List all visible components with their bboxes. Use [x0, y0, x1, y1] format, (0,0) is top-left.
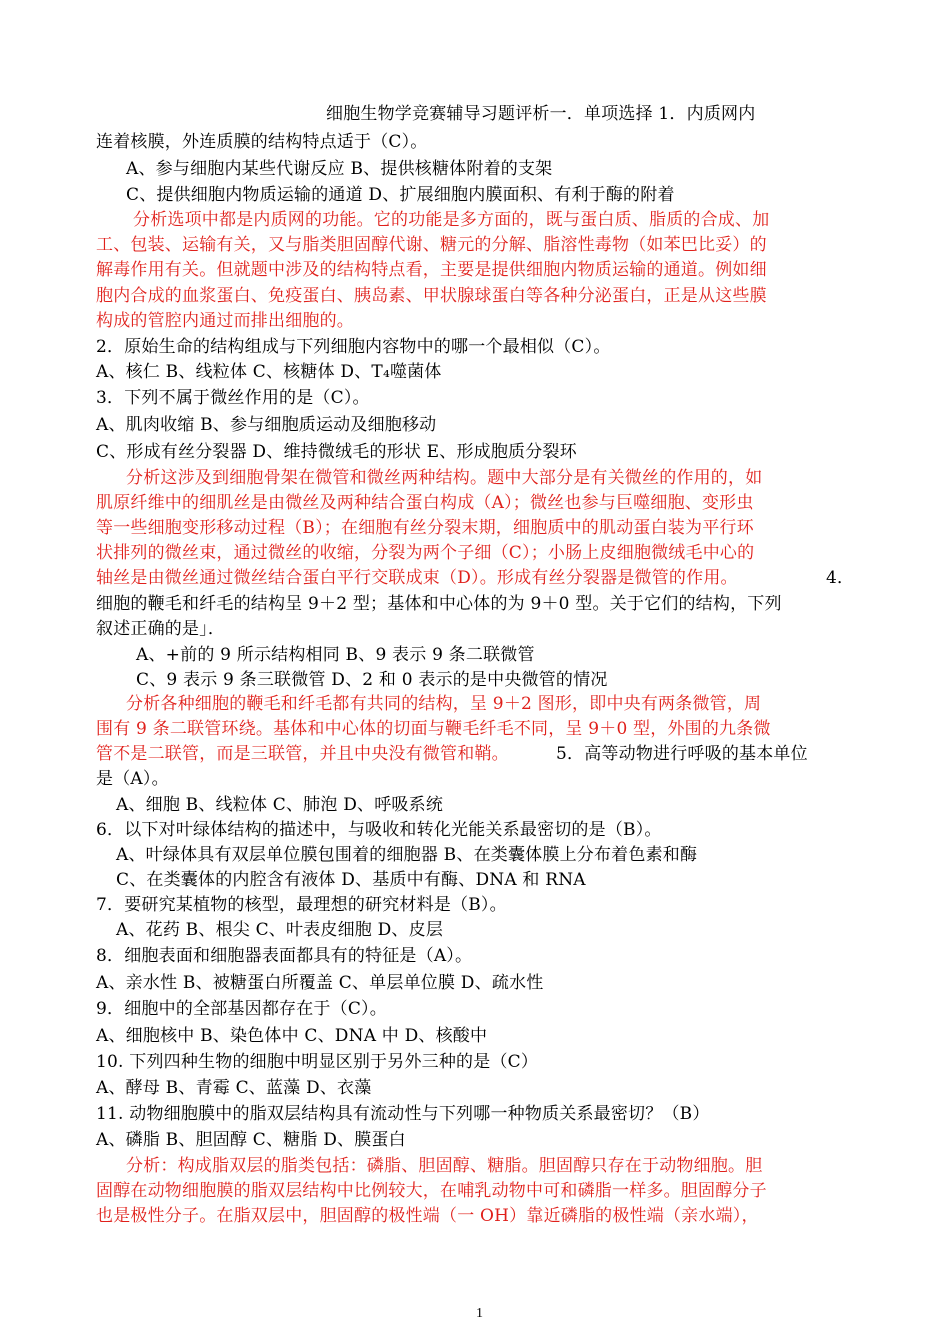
question-line: 10. 下列四种生物的细胞中明显区别于另外三种的是（C）: [96, 1052, 539, 1072]
option-line: C、在类囊体的内腔含有液体 D、基质中有酶、DNA 和 RNA: [116, 870, 586, 890]
question-line: 3．下列不属于微丝作用的是（C）。: [96, 388, 370, 408]
question-line: 2．原始生命的结构组成与下列细胞内容物中的哪一个最相似（C）。: [96, 337, 611, 357]
question-line: 6．以下对叶绿体结构的描述中，与吸收和转化光能关系最密切的是（B）。: [96, 820, 662, 840]
question-line: 7．要研究某植物的核型，最理想的研究材料是（B）。: [96, 895, 507, 915]
option-line: C、9 表示 9 条三联微管 D、2 和 0 表示的是中央微管的情况: [136, 670, 608, 690]
analysis-line: 分析：构成脂双层的脂类包括：磷脂、胆固醇、糖脂。胆固醇只存在于动物细胞。胆: [126, 1156, 763, 1176]
analysis-line: 也是极性分子。在脂双层中，胆固醇的极性端（一 OH）靠近磷脂的极性端（亲水端），: [96, 1206, 759, 1226]
analysis-line: 工、包装、运输有关，又与脂类胆固醇代谢、糖元的分解、脂溶性毒物（如苯巴比妥）的: [96, 235, 767, 255]
analysis-line: 肌原纤维中的细肌丝是由微丝及两种结合蛋白构成（A）；微丝也参与巨噬细胞、变形虫: [96, 493, 754, 513]
analysis-line: 轴丝是由微丝通过微丝结合蛋白平行交联成束（D）。形成有丝分裂器是微管的作用。: [96, 568, 738, 588]
option-line: A、肌肉收缩 B、参与细胞质运动及细胞移动: [96, 415, 437, 435]
question-line: 叙述正确的是」．: [96, 619, 226, 639]
option-line: A、参与细胞内某些代谢反应 B、提供核糖体附着的支架: [126, 159, 553, 179]
option-line: A、+前的 9 所示结构相同 B、9 表示 9 条二联微管: [136, 645, 535, 665]
analysis-line: 分析这涉及到细胞骨架在微管和微丝两种结构。题中大部分是有关微丝的作用的，如: [126, 468, 763, 488]
analysis-line: 状排列的微丝束，通过微丝的收缩，分裂为两个子细（C）；小肠上皮细胞微绒毛中心的: [96, 543, 755, 563]
option-line: A、细胞核中 B、染色体中 C、DNA 中 D、核酸中: [96, 1026, 488, 1046]
analysis-line: 围有 9 条二联管环绕。基体和中心体的切面与鞭毛纤毛不同，呈 9＋0 型，外围的九条微: [96, 719, 771, 739]
analysis-line: 固醇在动物细胞膜的脂双层结构中比例较大，在哺乳动物中可和磷脂一样多。胆固醇分子: [96, 1181, 767, 1201]
analysis-line: 构成的管腔内通过而排出细胞的。: [96, 311, 354, 331]
option-line: A、酵母 B、青霉 C、蓝藻 D、衣藻: [96, 1078, 372, 1098]
analysis-line: 管不是二联管，而是三联管，并且中央没有微管和鞘。: [96, 744, 509, 764]
question-line: 是（A）。: [96, 769, 169, 789]
question-line: 细胞的鞭毛和纤毛的结构呈 9＋2 型；基体和中心体的为 9＋0 型。关于它们的结构，下列: [96, 594, 782, 614]
option-line: A、花药 B、根尖 C、叶表皮细胞 D、皮层: [116, 920, 444, 940]
option-line: A、核仁 B、线粒体 C、核糖体 D、T₄噬菌体: [96, 362, 442, 382]
option-line: A、叶绿体具有双层单位膜包围着的细胞器 B、在类囊体膜上分布着色素和酶: [116, 845, 698, 865]
question-line: 8．细胞表面和细胞器表面都具有的特征是（A）。: [96, 946, 473, 966]
analysis-line: 等一些细胞变形移动过程（B）；在细胞有丝分裂末期，细胞质中的肌动蛋白装为平行环: [96, 518, 754, 538]
page-number: 1: [476, 1306, 483, 1321]
analysis-line: 分析各种细胞的鞭毛和纤毛都有共同的结构，呈 9＋2 图形，即中央有两条微管，周: [126, 694, 762, 714]
option-line: A、亲水性 B、被糖蛋白所覆盖 C、单层单位膜 D、疏水性: [96, 973, 544, 993]
text-line: 连着核膜，外连质膜的结构特点适于（C）。: [96, 132, 428, 152]
option-line: C、提供细胞内物质运输的通道 D、扩展细胞内膜面积、有利于酶的附着: [126, 185, 675, 205]
analysis-line: 胞内合成的血浆蛋白、免疫蛋白、胰岛素、甲状腺球蛋白等各种分泌蛋白，正是从这些膜: [96, 286, 767, 306]
analysis-line: 解毒作用有关。但就题中涉及的结构特点看，主要是提供细胞内物质运输的通道。例如细: [96, 260, 767, 280]
option-line: A、细胞 B、线粒体 C、肺泡 D、呼吸系统: [116, 795, 444, 815]
question-line: 11. 动物细胞膜中的脂双层结构具有流动性与下列哪一种物质关系最密切？（B）: [96, 1104, 710, 1124]
option-line: C、形成有丝分裂器 D、维持微绒毛的形状 E、形成胞质分裂环: [96, 442, 577, 462]
question-line: 9．细胞中的全部基因都存在于（C）。: [96, 999, 387, 1019]
question-line: 5．高等动物进行呼吸的基本单位: [556, 744, 808, 764]
title-line: 细胞生物学竞赛辅导习题评析一．单项选择 1．内质网内: [326, 104, 756, 124]
analysis-line: 分析选项中都是内质网的功能。它的功能是多方面的，既与蛋白质、脂质的合成、加: [133, 210, 770, 230]
option-line: A、磷脂 B、胆固醇 C、糖脂 D、膜蛋白: [96, 1130, 406, 1150]
question-number: 4．: [826, 568, 855, 588]
